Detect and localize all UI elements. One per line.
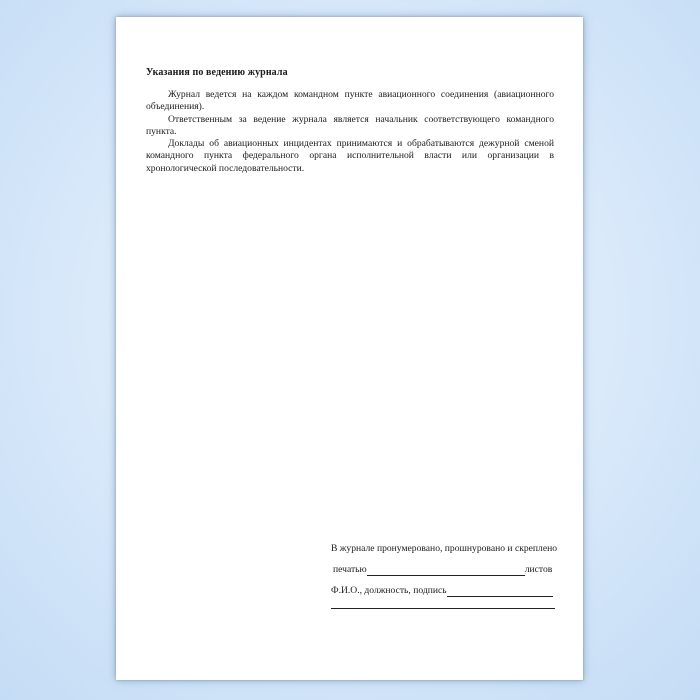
instructions-body	[146, 89, 554, 175]
paragraph-responsible-person: Ответственным за ведение журнала является начальник соответствующего командного пункта.	[146, 113, 554, 137]
certification-block	[331, 543, 557, 609]
signature-line	[331, 585, 557, 597]
signature-field[interactable]	[447, 587, 553, 597]
document-page	[116, 17, 583, 680]
signature-label: Ф.И.О., должность, подпись	[331, 585, 447, 596]
seal-pages-line	[331, 564, 557, 576]
certification-statement: В журнале пронумеровано, прошнуровано и скреплено	[331, 543, 558, 554]
paragraph-incident-reports: Доклады об авиационных инцидентах принимаются и обрабатываются дежурной сменой командного пункта федерального органа исполнительной власти или организации в хронологической последовательности.	[146, 138, 554, 174]
sheets-label: листов	[524, 564, 553, 575]
sheet-count-field[interactable]	[367, 566, 525, 576]
certification-line	[331, 543, 557, 555]
seal-label: печатью	[333, 564, 367, 575]
additional-signature-field[interactable]	[331, 603, 555, 609]
paragraph-journal-location: Журнал ведется на каждом командном пункте авиационного соединения (авиационного объединения).	[146, 89, 554, 113]
document-heading: Указания по ведению журнала	[146, 67, 288, 78]
